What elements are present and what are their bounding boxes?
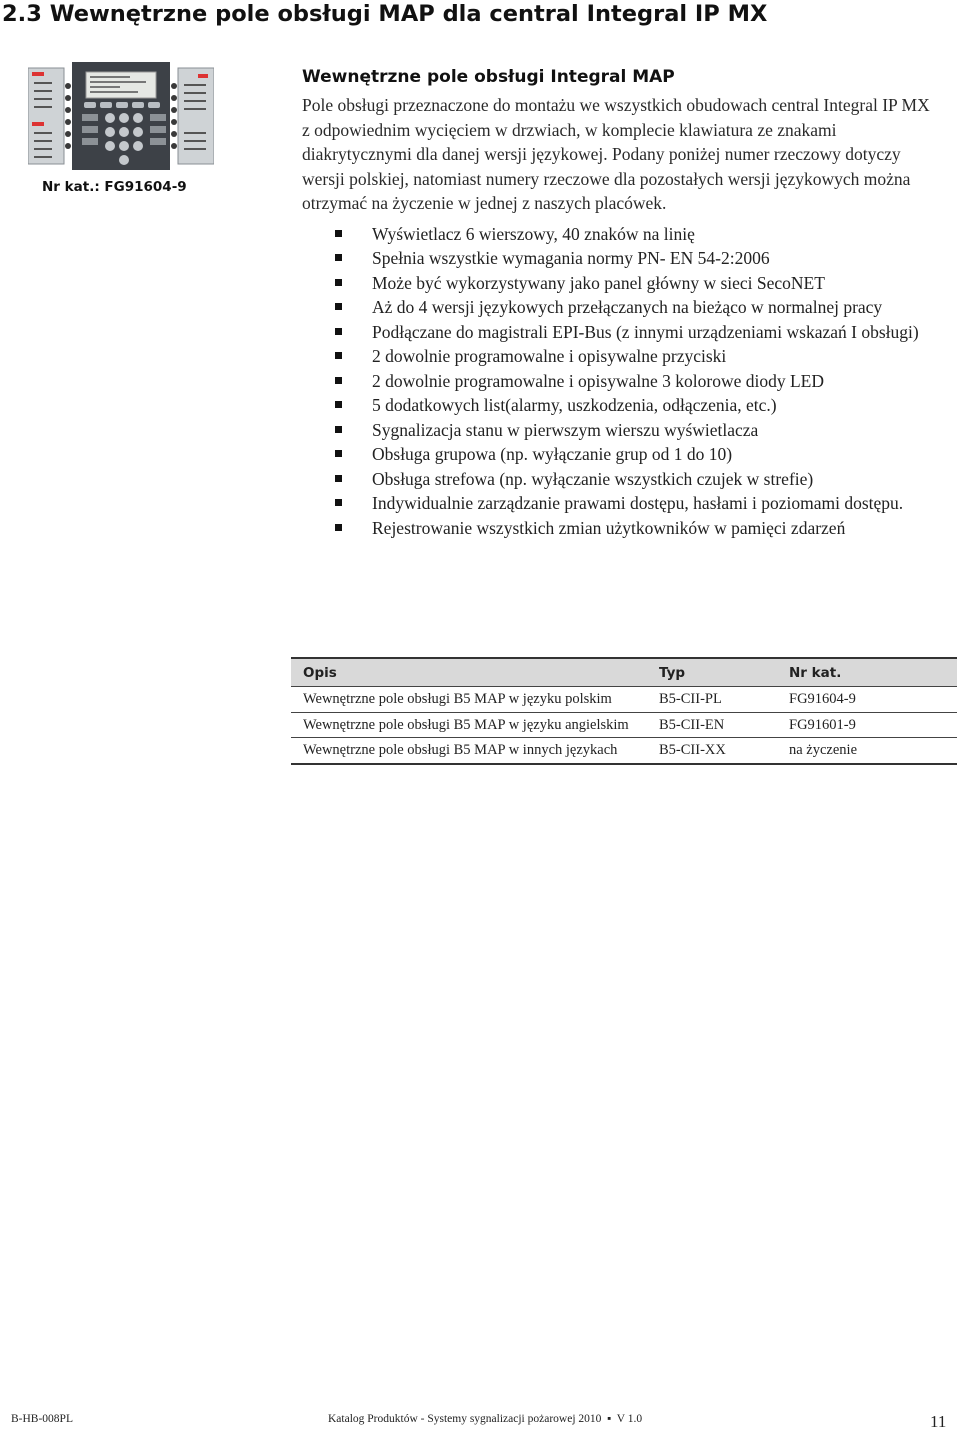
column-header-description: Opis: [291, 658, 659, 687]
feature-item: Indywidualnie zarządzanie prawami dostępu, hasłami i poziomami dostępu.: [302, 491, 942, 516]
footer-version: V 1.0: [616, 1413, 643, 1425]
feature-list: [302, 222, 942, 541]
feature-item: 2 dowolnie programowalne i opisywalne przyciski: [302, 344, 942, 369]
bullet-icon: [335, 254, 342, 261]
product-table: [291, 657, 957, 765]
table-row: [291, 738, 957, 764]
section-title: 2.3 Wewnętrzne pole obsługi MAP dla central Integral IP MX: [2, 1, 768, 27]
bullet-icon: [335, 450, 342, 457]
feature-item: Spełnia wszystkie wymagania normy PN- EN 54-2:2006: [302, 246, 942, 271]
table-cell-type: B5-CII-PL: [659, 687, 789, 713]
bullet-icon: [335, 303, 342, 310]
feature-item: Podłączane do magistrali EPI-Bus (z innymi urządzeniami wskazań I obsługi): [302, 320, 942, 345]
feature-item: 2 dowolnie programowalne i opisywalne 3 kolorowe diody LED: [302, 369, 942, 394]
table-cell-type: B5-CII-XX: [659, 738, 789, 764]
column-header-catalog-no: Nr kat.: [789, 658, 957, 687]
product-subtitle: Wewnętrzne pole obsługi Integral MAP: [302, 67, 675, 87]
feature-item: Aż do 4 wersji językowych przełączanych na bieżąco w normalnej pracy: [302, 295, 942, 320]
column-header-type: Typ: [659, 658, 789, 687]
catalog-number: Nr kat.: FG91604-9: [42, 179, 187, 195]
feature-item: Obsługa grupowa (np. wyłączanie grup od 1 do 10): [302, 442, 942, 467]
table-cell-catalog-no: FG91604-9: [789, 687, 957, 713]
footer-doc-code: B-HB-008PL: [11, 1413, 73, 1425]
footer-catalog-text: Katalog Produktów - Systemy sygnalizacji pożarowej 2010: [328, 1413, 602, 1425]
panel-photo-illustration: [28, 62, 214, 170]
feature-item: Obsługa strefowa (np. wyłączanie wszystkich czujek w strefie): [302, 467, 942, 492]
bullet-icon: [335, 401, 342, 408]
bullet-icon: [335, 499, 342, 506]
bullet-icon: [335, 377, 342, 384]
bullet-icon: [335, 230, 342, 237]
bullet-icon: [335, 475, 342, 482]
table-cell-description: Wewnętrzne pole obsługi B5 MAP w innych językach: [291, 738, 659, 764]
table-cell-description: Wewnętrzne pole obsługi B5 MAP w języku angielskim: [291, 712, 659, 738]
table-cell-description: Wewnętrzne pole obsługi B5 MAP w języku polskim: [291, 687, 659, 713]
feature-item: Może być wykorzystywany jako panel główny w sieci SecoNET: [302, 271, 942, 296]
bullet-icon: [335, 279, 342, 286]
product-image: [28, 62, 214, 170]
bullet-icon: [335, 328, 342, 335]
feature-item: Wyświetlacz 6 wierszowy, 40 znaków na linię: [302, 222, 942, 247]
table-cell-catalog-no: na życzenie: [789, 738, 957, 764]
bullet-icon: [335, 426, 342, 433]
feature-item: 5 dodatkowych list(alarmy, uszkodzenia, odłączenia, etc.): [302, 393, 942, 418]
feature-item: Sygnalizacja stanu w pierwszym wierszu wyświetlacza: [302, 418, 942, 443]
table-header-row: [291, 658, 957, 687]
intro-paragraph: Pole obsługi przeznaczone do montażu we wszystkich obudowach central Integral IP MX z odpowiednim wycięciem w drzwiach, w komplecie klawiatura ze znakami diakrytycznymi dla danej wersji językowej. Podany poniżej numer rzeczowy dotyczy wersji polskiej, natomiast numery rzeczowe dla pozostałych wersji językowych można otrzymać na życzenie w jednej z naszych placówek.: [302, 95, 930, 213]
footer-bullet-icon: ▪: [604, 1413, 615, 1425]
table-row: [291, 712, 957, 738]
product-description: [302, 66, 942, 540]
table-cell-catalog-no: FG91601-9: [789, 712, 957, 738]
footer-catalog: [328, 1413, 642, 1425]
feature-item: Rejestrowanie wszystkich zmian użytkowników w pamięci zdarzeń: [302, 516, 942, 541]
bullet-icon: [335, 352, 342, 359]
page-number: 11: [930, 1412, 947, 1431]
table-cell-type: B5-CII-EN: [659, 712, 789, 738]
bullet-icon: [335, 524, 342, 531]
table-row: [291, 687, 957, 713]
